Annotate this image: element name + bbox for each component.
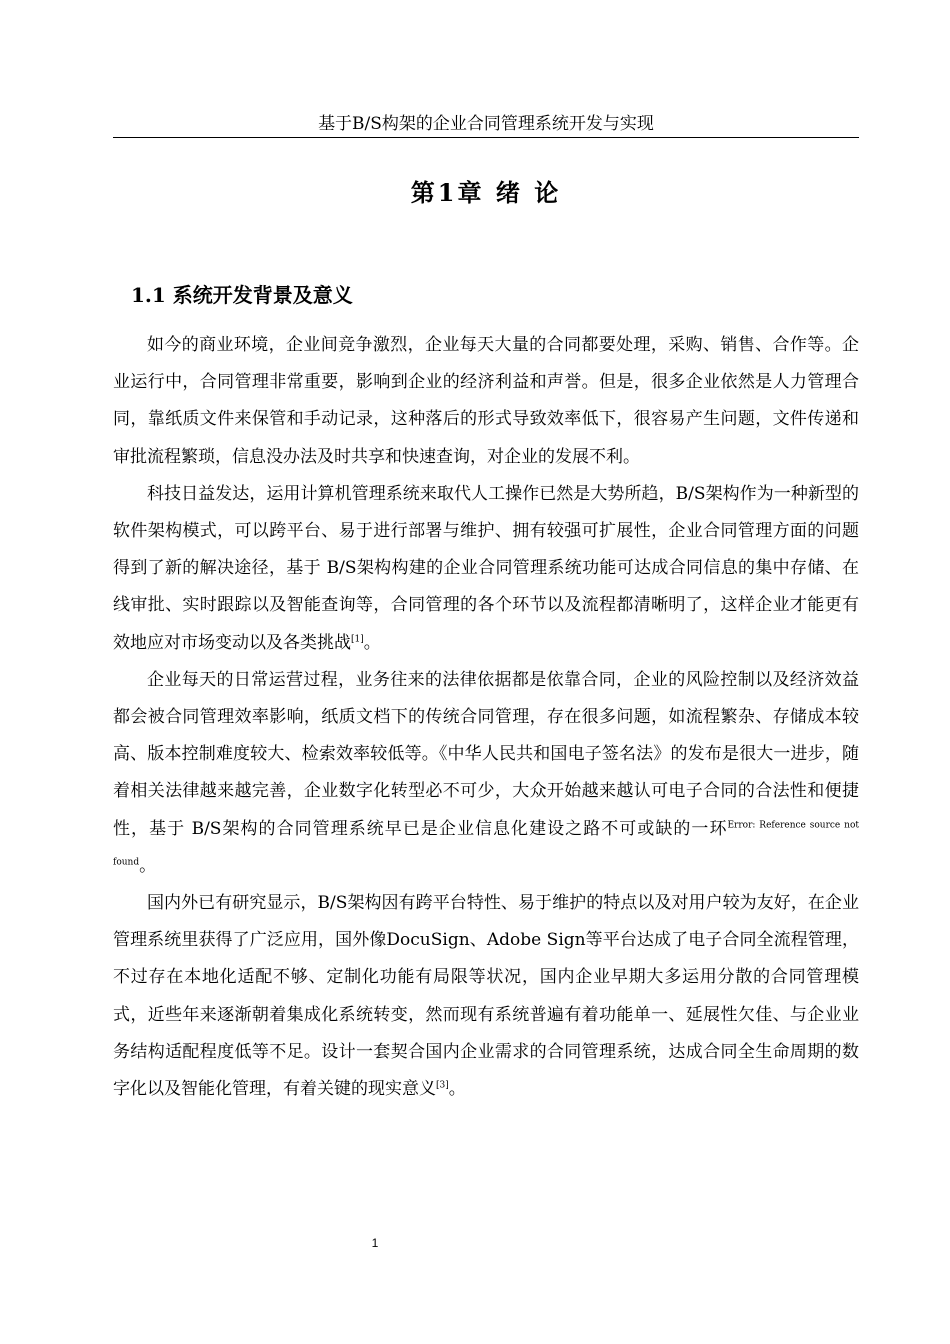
citation-marker[interactable]: [1] [351, 633, 364, 644]
citation-error-marker[interactable]: Error: Reference source not found [113, 819, 859, 868]
paragraph-tail: 。 [448, 1079, 466, 1100]
paragraph-tail: 。 [363, 632, 381, 653]
paragraph-4 [113, 885, 859, 1108]
citation-marker[interactable]: [3] [436, 1080, 449, 1091]
body-text [113, 327, 859, 1108]
chapter-title: 第1章 绪 论 [410, 178, 562, 207]
running-header: 基于B/S构架的企业合同管理系统开发与实现 [113, 112, 859, 138]
paragraph-tail: 。 [139, 855, 157, 876]
paragraph-text: 企业每天的日常运营过程，业务往来的法律依据都是依靠合同，企业的风险控制以及经济效益都会被合同管理效率影响，纸质文档下的传统合同管理，存在很多问题，如流程繁杂、存储成本较高、版本控制难度较大、检索效率较低等。《中华人民共和国电子签名法》的发布是很大一进步，随着相关法律越来越完善，企业数字化转型必不可少，大众开始越来越认可电子合同的合法性和便捷性，基于 B/S架构的合同管理系统早已是企业信息化建设之路不可或缺的一环 [113, 669, 859, 839]
section-title: 1.1 系统开发背景及意义 [131, 283, 353, 307]
paragraph-1 [113, 327, 859, 476]
paragraph-3 [113, 662, 859, 885]
page-number: 1 [371, 1236, 379, 1250]
paragraph-text: 国内外已有研究显示，B/S架构因有跨平台特性、易于维护的特点以及对用户较为友好，在企业管理系统里获得了广泛应用，国外像DocuSign、Adobe Sign等平台达成了电子合同全流程管理，不过存在本地化适配不够、定制化功能有局限等状况，国内企业早期大多运用分散的合同管理模式，近些年来逐渐朝着集成化系统转变，然而现有系统普遍有着功能单一、延展性欠佳、与企业业务结构适配程度低等不足。设计一套契合国内企业需求的合同管理系统，达成合同全生命周期的数字化以及智能化管理，有着关键的现实意义 [113, 893, 859, 1100]
paragraph-text: 科技日益发达，运用计算机管理系统来取代人工操作已然是大势所趋，B/S架构作为一种新型的软件架构模式，可以跨平台、易于进行部署与维护、拥有较强可扩展性，企业合同管理方面的问题得到了新的解决途径，基于 B/S架构构建的企业合同管理系统功能可达成合同信息的集中存储、在线审批、实时跟踪以及智能查询等，合同管理的各个环节以及流程都清晰明了，这样企业才能更有效地应对市场变动以及各类挑战 [113, 483, 859, 653]
paragraph-2 [113, 476, 859, 662]
paragraph-text: 如今的商业环境，企业间竞争激烈，企业每天大量的合同都要处理，采购、销售、合作等。企业运行中，合同管理非常重要，影响到企业的经济利益和声誉。但是，很多企业依然是人力管理合同，靠纸质文件来保管和手动记录，这种落后的形式导致效率低下，很容易产生问题，文件传递和审批流程繁琐，信息没办法及时共享和快速查询，对企业的发展不利。 [113, 335, 859, 467]
